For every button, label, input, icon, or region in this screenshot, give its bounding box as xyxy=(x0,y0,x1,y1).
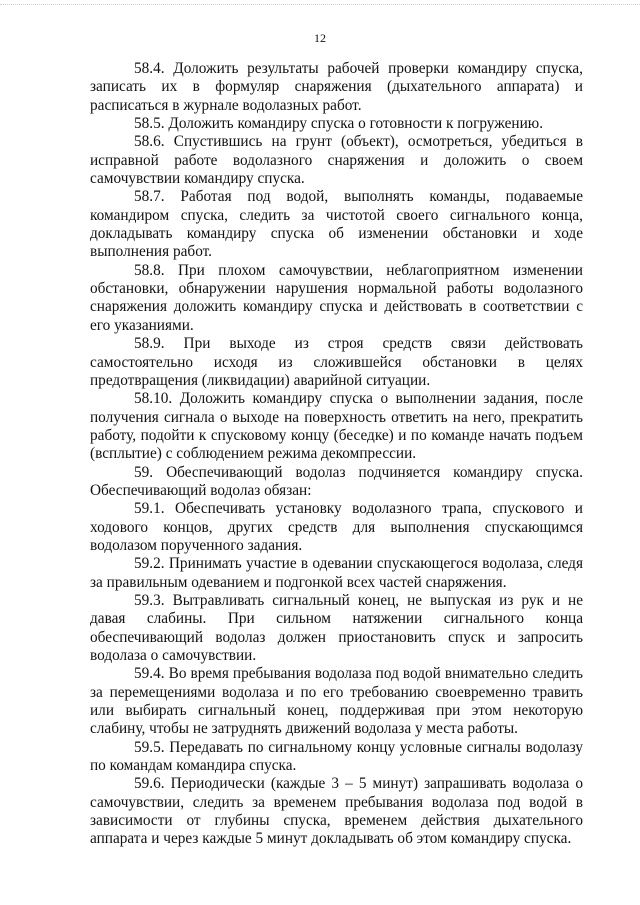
paragraph-59: 59. Обеспечивающий водолаз подчиняется командиру спуска. Обеспечивающий водолаз обязан: xyxy=(90,463,583,499)
paragraph-58-7: 58.7. Работая под водой, выполнять команды, подаваемые командиром спуска, следить за чистотой своего сигнального конца, докладывать командиру спуска об изменении обстановки и ходе выполнения работ. xyxy=(90,188,583,261)
paragraph-58-8: 58.8. При плохом самочувствии, неблагоприятном изменении обстановки, обнаружении нарушения нормальной работы водолазного снаряжения доложить командиру спуска и действовать в соответствии с его указаниями. xyxy=(90,261,583,334)
scan-top-edge xyxy=(0,4,640,5)
paragraph-58-6: 58.6. Спустившись на грунт (объект), осмотреться, убедиться в исправной работе водолазного снаряжения и доложить о своем самочувствии командиру спуска. xyxy=(90,133,583,188)
paragraph-58-10: 58.10. Доложить командиру спуска о выполнении задания, после получения сигнала о выходе на поверхность ответить на него, прекратить работу, подойти к спусковому концу (беседке) и по команде начать подъем (всплытие) с соблюдением режима декомпрессии. xyxy=(90,390,583,463)
paragraph-59-1: 59.1. Обеспечивать установку водолазного трапа, спускового и ходового концов, других средств для выполнения спускающимся водолазом порученного задания. xyxy=(90,500,583,554)
page-number: 12 xyxy=(314,31,326,45)
paragraph-59-2: 59.2. Принимать участие в одевании спускающегося водолаза, следя за правильным одеванием и подгонкой всех частей снаряжения. xyxy=(90,555,583,591)
paragraph-59-6: 59.6. Периодически (каждые 3 – 5 минут) запрашивать водолаза о самочувствии, следить за временем пребывания водолаза под водой в зависимости от глубины спуска, временем действия дыхательного аппарата и через каждые 5 минут докладывать об этом командиру спуска. xyxy=(90,775,583,848)
paragraph-59-4: 59.4. Во время пребывания водолаза под водой внимательно следить за перемещениями водолаза и по его требованию своевременно травить или выбирать сигнальный конец, поддерживая при этом некоторую слабину, чтобы не затруднять движений водолаза у места работы. xyxy=(90,665,583,738)
paragraph-59-3: 59.3. Вытравливать сигнальный конец, не выпуская из рук и не давая слабины. При сильном натяжении сигнального конца обеспечивающий водолаз должен приостановить спуск и запросить водолаза о самочувствии. xyxy=(90,591,583,664)
paragraph-58-4: 58.4. Доложить результаты рабочей проверки командиру спуска, записать их в формуляр снаряжения (дыхательного аппарата) и расписаться в журнале водолазных работ. xyxy=(90,60,583,114)
paragraph-58-9: 58.9. При выходе из строя средств связи действовать самостоятельно исходя из сложившейся обстановки в целях предотвращения (ликвидации) аварийной ситуации. xyxy=(90,335,583,389)
paragraph-59-5: 59.5. Передавать по сигнальному концу условные сигналы водолазу по командам командира спуска. xyxy=(90,738,583,775)
document-body xyxy=(90,60,583,849)
paragraph-58-5: 58.5. Доложить командиру спуска о готовности к погружению. xyxy=(134,115,544,133)
